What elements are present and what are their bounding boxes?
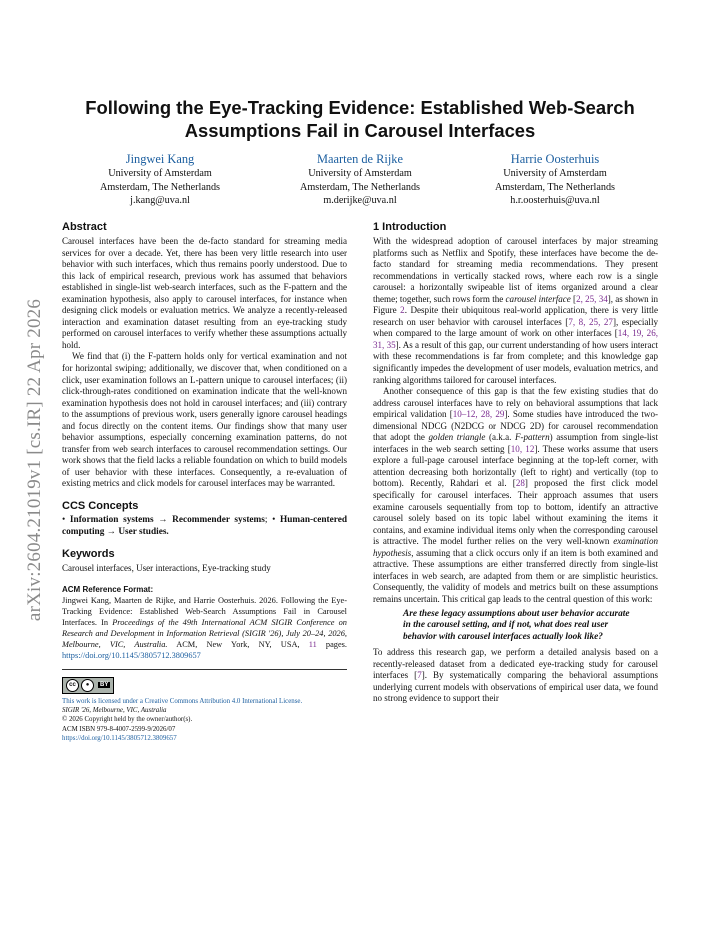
- acm-ref-doi-link[interactable]: https://doi.org/10.1145/3805712.3809657: [62, 650, 201, 660]
- abstract-paragraph-1: Carousel interfaces have been the de-facto standard for streaming media services for over a decade. Yet, there has been very little research into user behavior with such interfaces, which thus remains poorly understood. Due to this lack of empirical research, previous work has assumed that behaviors established in single-list web-search interfaces, such as the F-pattern and the examination hypothesis, also apply to carousel interfaces, for instance when designing click models or evaluation metrics. We analyze a recently-released interaction and examination dataset resulting from an eye-tracking study performed on carousel interfaces to verify whether these assumptions actually hold.: [62, 236, 347, 350]
- citation-link[interactable]: 10, 12: [510, 443, 535, 454]
- author-2: [260, 152, 460, 208]
- author-1: [60, 152, 260, 208]
- citation-link[interactable]: 28: [515, 478, 525, 489]
- introduction-heading: 1 Introduction: [373, 221, 447, 233]
- citation-link[interactable]: 7: [417, 670, 422, 681]
- text-run: With the widespread adoption of carousel interfaces by major streaming platforms such as Netflix and Spotify, these interfaces have become the de-facto standard for streaming media recommendations. They present recommendations in vertically stacked rows, where each row is a single carousel: a horizontally swipeable list of items organized around a clear theme; together, such rows form the: [373, 236, 658, 304]
- author-block: [62, 152, 658, 212]
- ccs-item-2: Human-centered computing: [62, 515, 347, 537]
- author-affiliation: University of Amsterdam: [308, 168, 412, 179]
- figure-link[interactable]: 2: [400, 305, 405, 316]
- footnote-rule: [62, 669, 347, 670]
- keywords-text: Carousel interfaces, User interactions, Eye-tracking study: [62, 563, 271, 574]
- text-run: To address this research gap, we perform a detailed analysis based on a recently-released dataset from a dedicated eye-tracking study for carousel interfaces [: [373, 647, 658, 681]
- ccs-item-2-sub: User studies.: [118, 526, 169, 537]
- author-location: Amsterdam, The Netherlands: [99, 181, 221, 193]
- text-run: ]. Some studies have introduced the two-dimensional NDCG (N2DCG or NDCG 2D) for carousel recommendation that adopt the: [373, 409, 658, 443]
- cc-icon: cc: [66, 679, 79, 692]
- license-doi-link[interactable]: https://doi.org/10.1145/3805712.3809657: [62, 734, 177, 742]
- author-name: Maarten de Rijke: [316, 152, 403, 166]
- citation-link[interactable]: 14, 19, 26, 31, 35: [373, 328, 658, 350]
- paper-title: [62, 96, 658, 142]
- license-copyright: © 2026 Copyright held by the owner/author(s).: [62, 716, 193, 724]
- citation-link[interactable]: 2, 25, 34: [576, 293, 608, 304]
- text-run: , assuming that a click occurs only if an item is both examined and attractive. These assumptions are either transferred directly from single-list interfaces in web search, are adapted from them or are simplistic heuristics. Consequently, the validity of models and metrics built on these assumptions remains uncertain. This critical gap leads to the central question of this work:: [373, 547, 658, 604]
- arxiv-identifier: arXiv:2604.21019v1 [cs.IR] 22 Apr 2026: [24, 298, 45, 622]
- text-run: [: [570, 293, 577, 304]
- right-column: [373, 220, 658, 705]
- author-name: Harrie Oosterhuis: [510, 152, 600, 166]
- cc-by-license-badge[interactable]: [62, 677, 114, 694]
- emphasis: examination hypothesis: [373, 536, 658, 558]
- text-run: ]. These works assume that users explore a full-page carousel interface beginning at the top-left corner, with attention decreasing both horizontally (left to right) and vertically (top to bottom). Recently, Rahdari et al. [: [373, 443, 658, 489]
- text-run: ]. As a result of this gap, our current understanding of how users interact with these recommendations is far from complete; and this knowledge gap significantly impedes the development of user models, evaluation metrics, and ranking algorithms tailored for carousel interfaces.: [373, 339, 658, 385]
- abstract-heading: Abstract: [62, 221, 107, 233]
- abstract-paragraph-2: We find that (i) the F-pattern holds only for vertical examination and not for horizontal swiping; additionally, we discover that, when conditioned on a click, user examination follows an L-pattern unique to carousel interfaces; (ii) click-through-rates conditioned on examination indicate that the well-known examination hypothesis does not hold in carousel interfaces; and (iii) contrary to the assumptions of previous work, users generally ignore carousel headings and focus directly on the content items. Our findings show that many user behavior assumptions, especially concerning examination patterns, do not transfer from web search interfaces to carousel recommendation settings. Our work shows that the field lacks a reliable foundation on which to build models of user behavior with these interfaces. Consequently, a re-evaluation of existing metrics and click models for carousel interfaces may be warranted.: [62, 351, 347, 489]
- author-affiliation: University of Amsterdam: [108, 168, 212, 179]
- acm-reference-heading: ACM Reference Format:: [62, 584, 154, 594]
- emphasis: carousel interface: [505, 293, 571, 304]
- attribution-person-icon: ●: [81, 679, 94, 692]
- acm-ref-part: Jingwei Kang, Maarten de Rijke, and Harrie Oosterhuis. 2026. Following the Eye-Tracking Evidence: Established Web-Search Assumptions Fail in Carousel Interfaces. In: [62, 595, 347, 627]
- author-affiliation: University of Amsterdam: [503, 168, 607, 179]
- ccs-item-1: Information systems: [69, 515, 154, 526]
- research-question: Are these legacy assumptions about user behavior accurate in the carousel setting, and if not, what does real user behavior with carousel interfaces actually look like?: [403, 608, 630, 642]
- ccs-item-1-sub: Recommender systems: [172, 515, 265, 526]
- text-run: ], especially when compared to the large amount of work on other interfaces [: [373, 316, 658, 339]
- text-run: ]. By systematically comparing the behavioral assumptions underlying current models with observations of empirical user data, we found no strong evidence to support their: [373, 670, 659, 704]
- acm-reference-text: [62, 595, 347, 661]
- title-line-1: Following the Eye-Tracking Evidence: Established Web-Search: [85, 97, 635, 118]
- citation-link[interactable]: 7, 8, 25, 27: [568, 316, 613, 327]
- ccs-heading: CCS Concepts: [62, 500, 139, 513]
- text-run: ) assumption from single-list interfaces in the web search setting [: [373, 432, 658, 454]
- text-run: ], as shown in Figure: [373, 293, 659, 316]
- author-email: h.r.oosterhuis@uva.nl: [510, 195, 600, 207]
- author-name: Jingwei Kang: [125, 152, 195, 166]
- keywords-heading: Keywords: [62, 548, 115, 561]
- acm-ref-part: ACM, New York, NY, USA,: [167, 639, 309, 649]
- author-location: Amsterdam, The Netherlands: [494, 181, 616, 193]
- by-label: BY: [100, 682, 109, 689]
- text-run: Another consequence of this gap is that the few existing studies that do address carousel interfaces have to rely on behavioral assumptions that lack empirical validation [: [373, 386, 658, 420]
- emphasis: golden triangle: [428, 432, 486, 443]
- acm-ref-pages: 11: [308, 639, 317, 649]
- arxiv-sidebar: [20, 250, 50, 670]
- emphasis: F-pattern: [514, 432, 550, 443]
- author-location: Amsterdam, The Netherlands: [299, 181, 421, 193]
- intro-paragraph-2: [373, 386, 658, 605]
- title-line-2: Assumptions Fail in Carousel Interfaces: [184, 120, 536, 141]
- author-email: j.kang@uva.nl: [130, 195, 190, 207]
- text-run: ] proposed the first click model specifically for carousel interfaces. Their approach assumes that users examine carousels sequentially from top to bottom, identify an attractive carousel solely based on its topic label without examining the items it contains, and examine individual items only when the corresponding carousel is attractive. The model further relies on the very well-known: [373, 478, 658, 547]
- author-3: [455, 152, 655, 208]
- text-run: (a.k.a.: [485, 432, 515, 443]
- left-column: [62, 220, 347, 743]
- license-venue: SIGIR '26, Melbourne, VIC, Australia: [62, 706, 167, 714]
- intro-paragraph-1: [373, 236, 658, 386]
- acm-ref-venue: Proceedings of the 49th International ACM SIGIR Conference on Research and Development in Information Retrieval (SIGIR '26), July 20–24, 2026, Melbourne, VIC, Australia.: [62, 617, 347, 649]
- ccs-concepts: • Information systems → Recommender systems; • Human-centered computing → User studies.: [62, 515, 347, 537]
- license-link[interactable]: This work is licensed under a Creative Commons Attribution 4.0 International License.: [62, 697, 303, 705]
- acm-ref-part: pages.: [316, 639, 347, 649]
- intro-paragraph-3: [373, 647, 658, 705]
- text-run: . Despite their ubiquitous real-world application, there is very little research on user behavior with carousel interfaces [: [373, 305, 658, 327]
- author-email: m.derijke@uva.nl: [323, 195, 397, 207]
- license-isbn: ACM ISBN 979-8-4007-2599-9/2026/07: [62, 725, 176, 733]
- citation-link[interactable]: 10–12, 28, 29: [452, 409, 505, 420]
